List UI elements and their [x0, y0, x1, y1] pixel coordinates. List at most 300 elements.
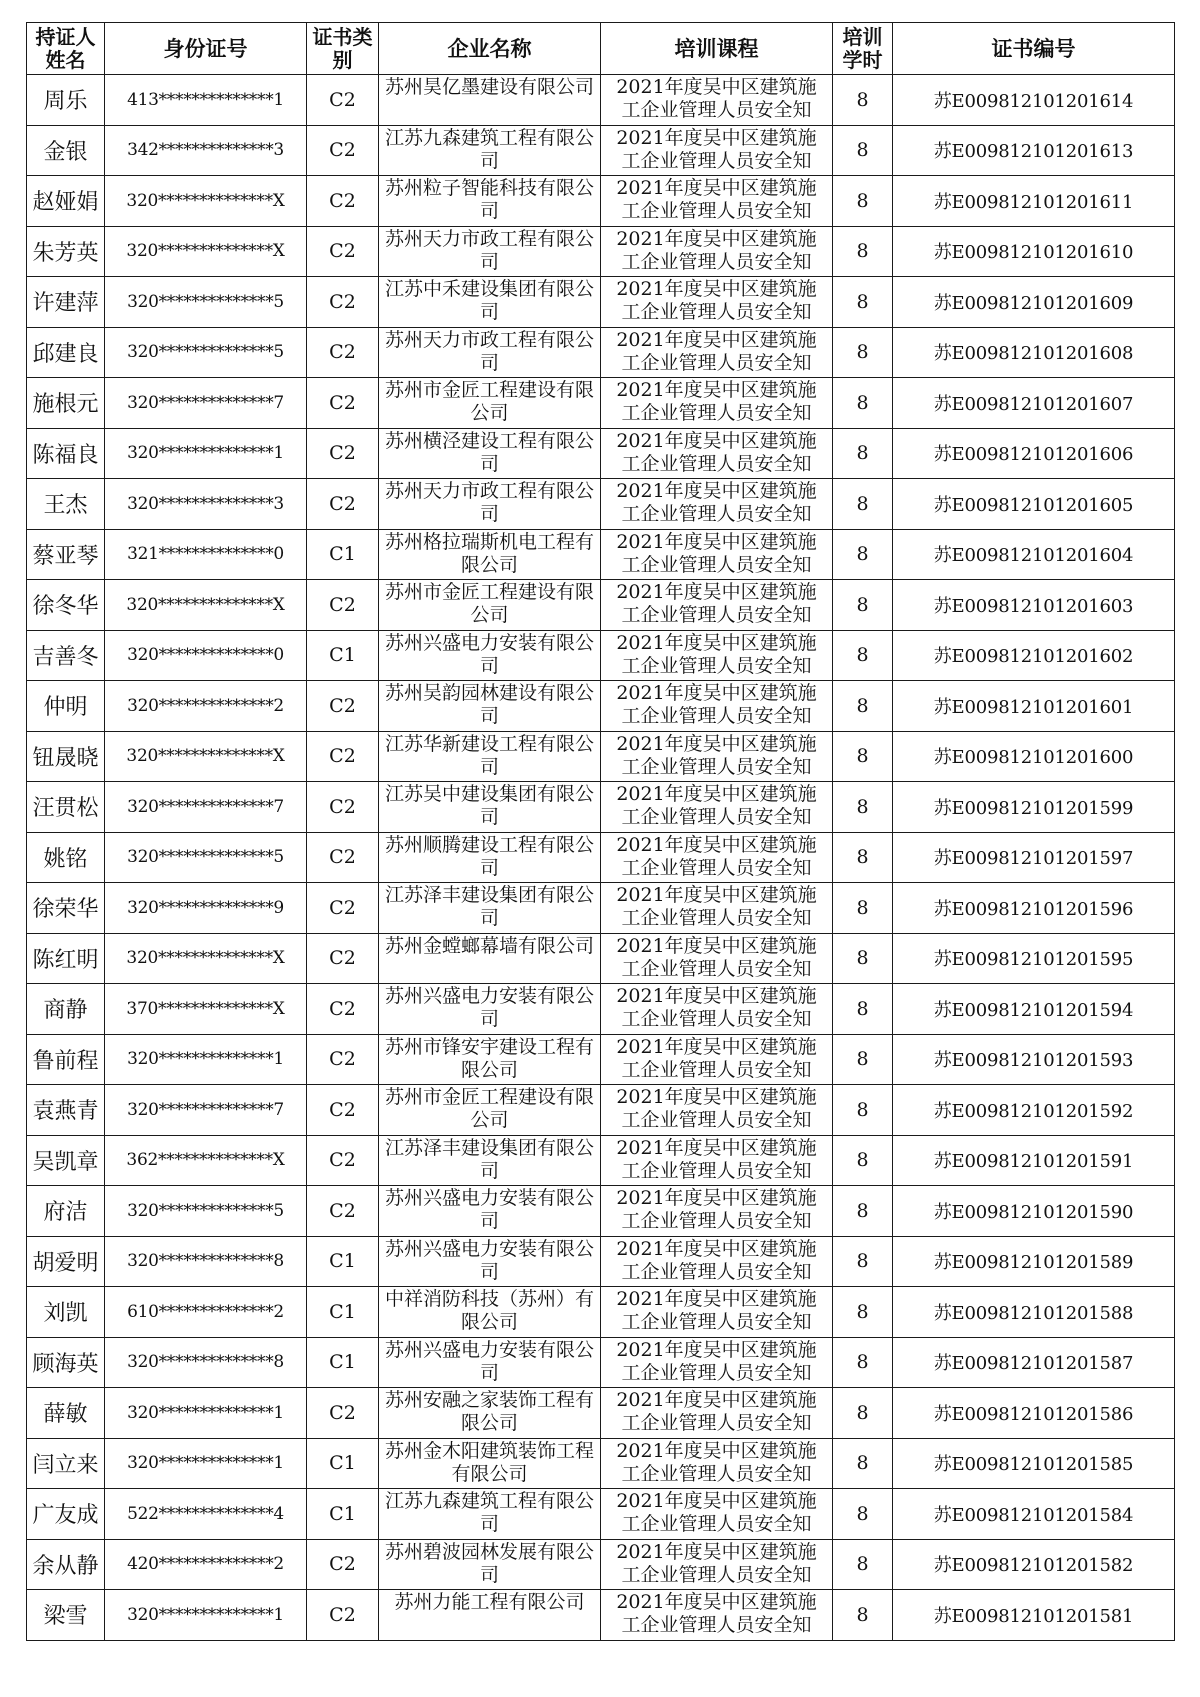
training-course-cell: [601, 984, 833, 1035]
id-number-cell: 610**************2: [105, 1287, 307, 1338]
cert-number-cell: 苏E009812101201591: [893, 1135, 1175, 1186]
company-name-cell: [379, 782, 601, 833]
id-number-cell: 320**************7: [105, 782, 307, 833]
cert-category-cell: C2: [307, 933, 379, 984]
training-course-text: 2021年度吴中区建筑施工企业管理人员安全知: [616, 833, 817, 879]
cert-category-cell: C2: [307, 731, 379, 782]
training-course-text: 2021年度吴中区建筑施工企业管理人员安全知: [616, 1338, 817, 1384]
id-number-cell: 320**************7: [105, 1085, 307, 1136]
training-hours-cell: 8: [833, 428, 893, 479]
company-name-text: 苏州天力市政工程有限公司: [384, 328, 594, 374]
training-hours-cell: 8: [833, 277, 893, 328]
table-row: [27, 1085, 1175, 1136]
company-name-text: 苏州天力市政工程有限公司: [384, 480, 594, 526]
cert-category-cell: C1: [307, 1236, 379, 1287]
company-name-cell: [379, 1085, 601, 1136]
company-name-cell: [379, 1236, 601, 1287]
training-hours-cell: 8: [833, 327, 893, 378]
table-row: [27, 984, 1175, 1035]
id-number-cell: 320**************0: [105, 630, 307, 681]
holder-name-cell: 汪贯松: [27, 782, 105, 833]
id-number-cell: 522**************4: [105, 1489, 307, 1540]
training-course-text: 2021年度吴中区建筑施工企业管理人员安全知: [616, 732, 817, 778]
training-hours-cell: 8: [833, 226, 893, 277]
training-course-text: 2021年度吴中区建筑施工企业管理人员安全知: [616, 328, 817, 374]
cert-category-cell: C2: [307, 479, 379, 530]
header-id-number: 身份证号: [105, 23, 307, 75]
company-name-text: 苏州安融之家装饰工程有限公司: [384, 1389, 594, 1435]
cert-number-cell: 苏E009812101201590: [893, 1186, 1175, 1237]
cert-number-cell: 苏E009812101201600: [893, 731, 1175, 782]
company-name-cell: [379, 984, 601, 1035]
company-name-text: 苏州兴盛电力安装有限公司: [384, 1187, 594, 1233]
cert-number-cell: 苏E009812101201607: [893, 378, 1175, 429]
training-course-cell: [601, 1388, 833, 1439]
company-name-cell: [379, 1489, 601, 1540]
training-course-text: 2021年度吴中区建筑施工企业管理人员安全知: [616, 1086, 817, 1132]
id-number-cell: 321**************0: [105, 529, 307, 580]
company-name-text: 苏州市金匠工程建设有限公司: [384, 379, 594, 425]
cert-category-cell: C2: [307, 226, 379, 277]
table-row: [27, 630, 1175, 681]
training-course-cell: [601, 1539, 833, 1590]
cert-number-cell: 苏E009812101201589: [893, 1236, 1175, 1287]
company-name-text: 江苏泽丰建设集团有限公司: [384, 884, 594, 930]
table-row: [27, 327, 1175, 378]
cert-number-cell: 苏E009812101201584: [893, 1489, 1175, 1540]
company-name-cell: [379, 832, 601, 883]
id-number-cell: 320**************1: [105, 1590, 307, 1641]
company-name-text: 江苏吴中建设集团有限公司: [384, 783, 594, 829]
company-name-text: 苏州市金匠工程建设有限公司: [384, 581, 594, 627]
holder-name-cell: 吴凯章: [27, 1135, 105, 1186]
holder-name-cell: 刘凯: [27, 1287, 105, 1338]
training-course-text: 2021年度吴中区建筑施工企业管理人员安全知: [616, 631, 817, 677]
cert-category-cell: C2: [307, 277, 379, 328]
training-course-cell: [601, 75, 833, 126]
company-name-text: 苏州横泾建设工程有限公司: [384, 429, 594, 475]
company-name-cell: [379, 1034, 601, 1085]
company-name-text: 苏州顺腾建设工程有限公司: [384, 833, 594, 879]
id-number-cell: 320**************5: [105, 277, 307, 328]
training-hours-cell: 8: [833, 1539, 893, 1590]
training-hours-cell: 8: [833, 1337, 893, 1388]
cert-category-cell: C2: [307, 984, 379, 1035]
holder-name-cell: 仲明: [27, 681, 105, 732]
training-course-cell: [601, 1135, 833, 1186]
cert-category-cell: C2: [307, 1590, 379, 1641]
table-row: [27, 1186, 1175, 1237]
training-course-text: 2021年度吴中区建筑施工企业管理人员安全知: [616, 429, 817, 475]
training-hours-cell: 8: [833, 782, 893, 833]
training-course-text: 2021年度吴中区建筑施工企业管理人员安全知: [616, 480, 817, 526]
holder-name-cell: 陈红明: [27, 933, 105, 984]
holder-name-cell: 吉善冬: [27, 630, 105, 681]
cert-category-cell: C1: [307, 630, 379, 681]
training-course-cell: [601, 630, 833, 681]
company-name-cell: [379, 630, 601, 681]
company-name-text: 苏州兴盛电力安装有限公司: [384, 1237, 594, 1283]
id-number-cell: 320**************1: [105, 1388, 307, 1439]
id-number-cell: 320**************2: [105, 681, 307, 732]
training-course-cell: [601, 176, 833, 227]
cert-category-cell: C2: [307, 1135, 379, 1186]
cert-category-cell: C1: [307, 1287, 379, 1338]
table-row: [27, 1539, 1175, 1590]
holder-name-cell: 余从静: [27, 1539, 105, 1590]
id-number-cell: 320**************X: [105, 580, 307, 631]
company-name-text: 苏州金木阳建筑装饰工程有限公司: [384, 1439, 594, 1485]
cert-category-cell: C1: [307, 1489, 379, 1540]
cert-category-cell: C2: [307, 681, 379, 732]
company-name-cell: [379, 1438, 601, 1489]
training-course-text: 2021年度吴中区建筑施工企业管理人员安全知: [616, 1389, 817, 1435]
company-name-text: 苏州昊亿墨建设有限公司: [384, 76, 594, 99]
cert-category-cell: C2: [307, 782, 379, 833]
training-course-cell: [601, 479, 833, 530]
cert-number-cell: 苏E009812101201597: [893, 832, 1175, 883]
holder-name-cell: 蔡亚琴: [27, 529, 105, 580]
company-name-cell: [379, 226, 601, 277]
id-number-cell: 420**************2: [105, 1539, 307, 1590]
cert-category-cell: C2: [307, 1388, 379, 1439]
company-name-cell: [379, 125, 601, 176]
training-hours-cell: 8: [833, 580, 893, 631]
cert-number-cell: 苏E009812101201613: [893, 125, 1175, 176]
training-course-text: 2021年度吴中区建筑施工企业管理人员安全知: [616, 1187, 817, 1233]
training-hours-cell: 8: [833, 933, 893, 984]
cert-category-cell: C1: [307, 1337, 379, 1388]
cert-number-cell: 苏E009812101201592: [893, 1085, 1175, 1136]
cert-number-cell: 苏E009812101201608: [893, 327, 1175, 378]
id-number-cell: 320**************X: [105, 226, 307, 277]
company-name-cell: [379, 277, 601, 328]
training-course-cell: [601, 1438, 833, 1489]
holder-name-cell: 姚铭: [27, 832, 105, 883]
training-hours-cell: 8: [833, 75, 893, 126]
id-number-cell: 320**************8: [105, 1337, 307, 1388]
training-course-text: 2021年度吴中区建筑施工企业管理人员安全知: [616, 1288, 817, 1334]
training-hours-cell: 8: [833, 681, 893, 732]
holder-name-cell: 赵娅娟: [27, 176, 105, 227]
table-row: [27, 1590, 1175, 1641]
training-course-text: 2021年度吴中区建筑施工企业管理人员安全知: [616, 1136, 817, 1182]
company-name-cell: [379, 1337, 601, 1388]
training-course-text: 2021年度吴中区建筑施工企业管理人员安全知: [616, 76, 817, 122]
training-course-cell: [601, 125, 833, 176]
training-hours-cell: 8: [833, 1438, 893, 1489]
table-body: [27, 75, 1175, 1641]
company-name-cell: [379, 933, 601, 984]
cert-category-cell: C2: [307, 1539, 379, 1590]
company-name-cell: [379, 1186, 601, 1237]
cert-category-cell: C2: [307, 580, 379, 631]
table-row: [27, 832, 1175, 883]
company-name-text: 江苏中禾建设集团有限公司: [384, 278, 594, 324]
training-hours-cell: 8: [833, 1034, 893, 1085]
id-number-cell: 320**************9: [105, 883, 307, 934]
training-course-cell: [601, 1085, 833, 1136]
cert-number-cell: 苏E009812101201614: [893, 75, 1175, 126]
cert-number-cell: 苏E009812101201603: [893, 580, 1175, 631]
cert-category-cell: C2: [307, 1034, 379, 1085]
training-course-cell: [601, 378, 833, 429]
training-course-text: 2021年度吴中区建筑施工企业管理人员安全知: [616, 682, 817, 728]
cert-number-cell: 苏E009812101201599: [893, 782, 1175, 833]
cert-number-cell: 苏E009812101201581: [893, 1590, 1175, 1641]
cert-category-cell: C2: [307, 883, 379, 934]
training-course-cell: [601, 782, 833, 833]
cert-number-cell: 苏E009812101201582: [893, 1539, 1175, 1590]
training-course-cell: [601, 277, 833, 328]
holder-name-cell: 薛敏: [27, 1388, 105, 1439]
company-name-cell: [379, 731, 601, 782]
company-name-cell: [379, 529, 601, 580]
cert-category-cell: C1: [307, 529, 379, 580]
training-course-cell: [601, 1590, 833, 1641]
training-course-cell: [601, 1337, 833, 1388]
table-row: [27, 176, 1175, 227]
cert-category-cell: C2: [307, 1186, 379, 1237]
training-course-cell: [601, 428, 833, 479]
training-hours-cell: 8: [833, 731, 893, 782]
training-course-text: 2021年度吴中区建筑施工企业管理人员安全知: [616, 530, 817, 576]
id-number-cell: 362**************X: [105, 1135, 307, 1186]
training-course-cell: [601, 327, 833, 378]
cert-number-cell: 苏E009812101201585: [893, 1438, 1175, 1489]
id-number-cell: 320**************X: [105, 176, 307, 227]
company-name-cell: [379, 1135, 601, 1186]
training-course-cell: [601, 933, 833, 984]
table-row: [27, 1236, 1175, 1287]
holder-name-cell: 胡爱明: [27, 1236, 105, 1287]
holder-name-cell: 周乐: [27, 75, 105, 126]
cert-number-cell: 苏E009812101201609: [893, 277, 1175, 328]
company-name-text: 苏州粒子智能科技有限公司: [384, 177, 594, 223]
company-name-cell: [379, 327, 601, 378]
table-row: [27, 75, 1175, 126]
holder-name-cell: 钮晟晓: [27, 731, 105, 782]
company-name-cell: [379, 1539, 601, 1590]
training-hours-cell: 8: [833, 1388, 893, 1439]
cert-number-cell: 苏E009812101201588: [893, 1287, 1175, 1338]
certificate-roster-table: [26, 22, 1175, 1641]
company-name-text: 江苏华新建设工程有限公司: [384, 732, 594, 778]
cert-category-cell: C2: [307, 1085, 379, 1136]
cert-category-cell: C2: [307, 327, 379, 378]
holder-name-cell: 徐冬华: [27, 580, 105, 631]
training-course-cell: [601, 883, 833, 934]
training-hours-cell: 8: [833, 984, 893, 1035]
id-number-cell: 320**************1: [105, 428, 307, 479]
training-course-text: 2021年度吴中区建筑施工企业管理人员安全知: [616, 934, 817, 980]
table-row: [27, 479, 1175, 530]
training-course-cell: [601, 1489, 833, 1540]
training-course-text: 2021年度吴中区建筑施工企业管理人员安全知: [616, 1237, 817, 1283]
training-hours-cell: 8: [833, 529, 893, 580]
training-hours-cell: 8: [833, 1085, 893, 1136]
id-number-cell: 320**************X: [105, 933, 307, 984]
cert-number-cell: 苏E009812101201606: [893, 428, 1175, 479]
header-holder-name: 持证人姓名: [27, 23, 105, 75]
cert-number-cell: 苏E009812101201593: [893, 1034, 1175, 1085]
header-cert-category: 证书类别: [307, 23, 379, 75]
holder-name-cell: 广友成: [27, 1489, 105, 1540]
table-row: [27, 681, 1175, 732]
training-hours-cell: 8: [833, 1590, 893, 1641]
training-course-text: 2021年度吴中区建筑施工企业管理人员安全知: [616, 581, 817, 627]
id-number-cell: 320**************5: [105, 327, 307, 378]
training-hours-cell: 8: [833, 125, 893, 176]
training-course-text: 2021年度吴中区建筑施工企业管理人员安全知: [616, 379, 817, 425]
table-row: [27, 277, 1175, 328]
holder-name-cell: 商静: [27, 984, 105, 1035]
cert-category-cell: C1: [307, 1438, 379, 1489]
cert-category-cell: C2: [307, 378, 379, 429]
holder-name-cell: 鲁前程: [27, 1034, 105, 1085]
training-hours-cell: 8: [833, 479, 893, 530]
company-name-cell: [379, 1590, 601, 1641]
cert-category-cell: C2: [307, 176, 379, 227]
table-row: [27, 1034, 1175, 1085]
company-name-text: 苏州力能工程有限公司: [394, 1591, 585, 1614]
company-name-text: 江苏九森建筑工程有限公司: [384, 126, 594, 172]
company-name-text: 苏州金螳螂幕墙有限公司: [384, 934, 594, 957]
id-number-cell: 370**************X: [105, 984, 307, 1035]
holder-name-cell: 闫立来: [27, 1438, 105, 1489]
training-course-cell: [601, 1236, 833, 1287]
holder-name-cell: 邱建良: [27, 327, 105, 378]
holder-name-cell: 顾海英: [27, 1337, 105, 1388]
cert-number-cell: 苏E009812101201594: [893, 984, 1175, 1035]
table-row: [27, 125, 1175, 176]
training-course-text: 2021年度吴中区建筑施工企业管理人员安全知: [616, 1591, 817, 1637]
header-training-course: 培训课程: [601, 23, 833, 75]
training-course-text: 2021年度吴中区建筑施工企业管理人员安全知: [616, 1490, 817, 1536]
training-course-text: 2021年度吴中区建筑施工企业管理人员安全知: [616, 278, 817, 324]
holder-name-cell: 金银: [27, 125, 105, 176]
cert-number-cell: 苏E009812101201596: [893, 883, 1175, 934]
training-course-cell: [601, 681, 833, 732]
holder-name-cell: 许建萍: [27, 277, 105, 328]
cert-number-cell: 苏E009812101201586: [893, 1388, 1175, 1439]
holder-name-cell: 陈福良: [27, 428, 105, 479]
holder-name-cell: 府洁: [27, 1186, 105, 1237]
id-number-cell: 413**************1: [105, 75, 307, 126]
cert-category-cell: C2: [307, 75, 379, 126]
company-name-cell: [379, 883, 601, 934]
training-hours-cell: 8: [833, 378, 893, 429]
company-name-text: 苏州市锋安宇建设工程有限公司: [384, 1035, 594, 1081]
training-course-text: 2021年度吴中区建筑施工企业管理人员安全知: [616, 1439, 817, 1485]
cert-category-cell: C2: [307, 832, 379, 883]
id-number-cell: 320**************5: [105, 832, 307, 883]
company-name-text: 苏州市金匠工程建设有限公司: [384, 1086, 594, 1132]
training-course-cell: [601, 731, 833, 782]
training-hours-cell: 8: [833, 832, 893, 883]
id-number-cell: 320**************1: [105, 1438, 307, 1489]
company-name-text: 苏州兴盛电力安装有限公司: [384, 985, 594, 1031]
cert-number-cell: 苏E009812101201587: [893, 1337, 1175, 1388]
cert-number-cell: 苏E009812101201604: [893, 529, 1175, 580]
table-row: [27, 1438, 1175, 1489]
training-course-text: 2021年度吴中区建筑施工企业管理人员安全知: [616, 1540, 817, 1586]
company-name-text: 江苏泽丰建设集团有限公司: [384, 1136, 594, 1182]
training-hours-cell: 8: [833, 1236, 893, 1287]
training-course-text: 2021年度吴中区建筑施工企业管理人员安全知: [616, 1035, 817, 1081]
table-row: [27, 378, 1175, 429]
training-course-text: 2021年度吴中区建筑施工企业管理人员安全知: [616, 177, 817, 223]
company-name-text: 苏州天力市政工程有限公司: [384, 227, 594, 273]
company-name-text: 苏州兴盛电力安装有限公司: [384, 631, 594, 677]
table-row: [27, 731, 1175, 782]
company-name-text: 江苏九森建筑工程有限公司: [384, 1490, 594, 1536]
table-row: [27, 529, 1175, 580]
cert-number-cell: 苏E009812101201611: [893, 176, 1175, 227]
training-course-cell: [601, 529, 833, 580]
company-name-cell: [379, 1388, 601, 1439]
id-number-cell: 320**************X: [105, 731, 307, 782]
training-course-text: 2021年度吴中区建筑施工企业管理人员安全知: [616, 227, 817, 273]
id-number-cell: 320**************5: [105, 1186, 307, 1237]
company-name-cell: [379, 681, 601, 732]
holder-name-cell: 徐荣华: [27, 883, 105, 934]
header-cert-number: 证书编号: [893, 23, 1175, 75]
company-name-cell: [379, 176, 601, 227]
table-row: [27, 1287, 1175, 1338]
company-name-cell: [379, 1287, 601, 1338]
holder-name-cell: 王杰: [27, 479, 105, 530]
table-row: [27, 1388, 1175, 1439]
table-row: [27, 580, 1175, 631]
training-course-cell: [601, 580, 833, 631]
training-hours-cell: 8: [833, 883, 893, 934]
training-course-cell: [601, 1034, 833, 1085]
id-number-cell: 320**************7: [105, 378, 307, 429]
holder-name-cell: 梁雪: [27, 1590, 105, 1641]
company-name-text: 苏州格拉瑞斯机电工程有限公司: [384, 530, 594, 576]
table-row: [27, 1135, 1175, 1186]
table-row: [27, 1337, 1175, 1388]
header-training-hours: 培训学时: [833, 23, 893, 75]
id-number-cell: 320**************3: [105, 479, 307, 530]
id-number-cell: 320**************8: [105, 1236, 307, 1287]
company-name-text: 苏州兴盛电力安装有限公司: [384, 1338, 594, 1384]
training-hours-cell: 8: [833, 1186, 893, 1237]
header-company-name: 企业名称: [379, 23, 601, 75]
training-course-cell: [601, 226, 833, 277]
training-course-text: 2021年度吴中区建筑施工企业管理人员安全知: [616, 783, 817, 829]
cert-category-cell: C2: [307, 428, 379, 479]
training-hours-cell: 8: [833, 1287, 893, 1338]
training-hours-cell: 8: [833, 1135, 893, 1186]
training-course-cell: [601, 1186, 833, 1237]
training-course-cell: [601, 832, 833, 883]
company-name-cell: [379, 75, 601, 126]
header-row: [27, 23, 1175, 75]
table-row: [27, 226, 1175, 277]
cert-number-cell: 苏E009812101201605: [893, 479, 1175, 530]
table-row: [27, 782, 1175, 833]
training-hours-cell: 8: [833, 630, 893, 681]
cert-number-cell: 苏E009812101201601: [893, 681, 1175, 732]
company-name-text: 中祥消防科技（苏州）有限公司: [384, 1288, 594, 1334]
holder-name-cell: 袁燕青: [27, 1085, 105, 1136]
company-name-text: 苏州碧波园林发展有限公司: [384, 1540, 594, 1586]
cert-number-cell: 苏E009812101201602: [893, 630, 1175, 681]
company-name-cell: [379, 479, 601, 530]
company-name-text: 苏州吴韵园林建设有限公司: [384, 682, 594, 728]
